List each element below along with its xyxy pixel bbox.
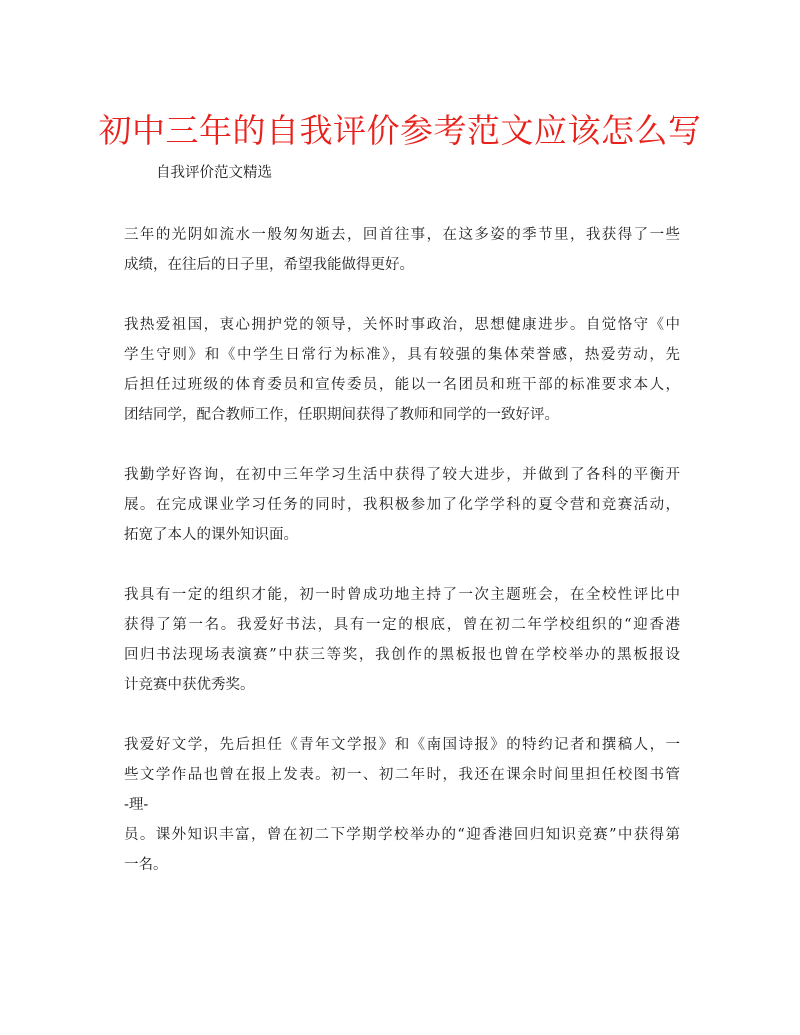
page-subtitle: 自我评价范文精选 [156,165,272,181]
paragraph-1 [124,220,680,280]
paragraph-3 [124,460,680,550]
paragraph-line: 回归书法现场表演赛”中获三等奖，我创作的黑板报也曾在学校举办的黑板报设 [124,647,680,663]
paragraph-line: 成绩，在往后的日子里，希望我能做得更好。 [124,257,414,273]
paragraph-line: 团结同学，配合教师工作，任职期间获得了教师和同学的一致好评。 [124,407,559,423]
paragraph-line: 展。在完成课业学习任务的同时，我积极参加了化学学科的夏令营和竞赛活动， [124,497,680,513]
paragraph-5 [124,730,680,880]
paragraph-line: 些文学作品也曾在报上发表。初一、初二年时，我还在课余时间里担任校图书管 [124,767,680,783]
paragraph-line: 后担任过班级的体育委员和宣传委员，能以一名团员和班干部的标准要求本人， [124,377,680,393]
paragraph-2 [124,310,680,430]
paragraph-line: 三年的光阴如流水一般匆匆逝去，回首往事，在这多姿的季节里，我获得了一些 [124,227,680,243]
paragraph-line: 计竞赛中获优秀奖。 [124,677,255,693]
paragraph-line: 一名。 [124,857,168,873]
paragraph-4 [124,580,680,700]
paragraph-line: 拓宽了本人的课外知识面。 [124,527,298,543]
paragraph-line: 学生守则》和《中学生日常行为标准》，具有较强的集体荣誉感，热爱劳动，先 [124,347,680,363]
paragraph-line: 员。课外知识丰富，曾在初二下学期学校举办的“迎香港回归知识竞赛”中获得第 [124,827,680,843]
paragraph-line: 获得了第一名。我爱好书法，具有一定的根底，曾在初二年学校组织的“迎香港 [124,617,680,633]
paragraph-line: 我爱好文学，先后担任《青年文学报》和《南国诗报》的特约记者和撰稿人，一 [124,737,680,753]
paragraph-line: 我热爱祖国，衷心拥护党的领导，关怀时事政治，思想健康进步。自觉恪守《中 [124,317,680,333]
paragraph-line: -理- [124,797,149,813]
page-title: 初中三年的自我评价参考范文应该怎么写 [98,111,702,150]
paragraph-line: 我勤学好咨询，在初中三年学习生活中获得了较大进步，并做到了各科的平衡开 [124,467,680,483]
paragraph-line: 我具有一定的组织才能，初一时曾成功地主持了一次主题班会，在全校性评比中 [124,587,680,603]
